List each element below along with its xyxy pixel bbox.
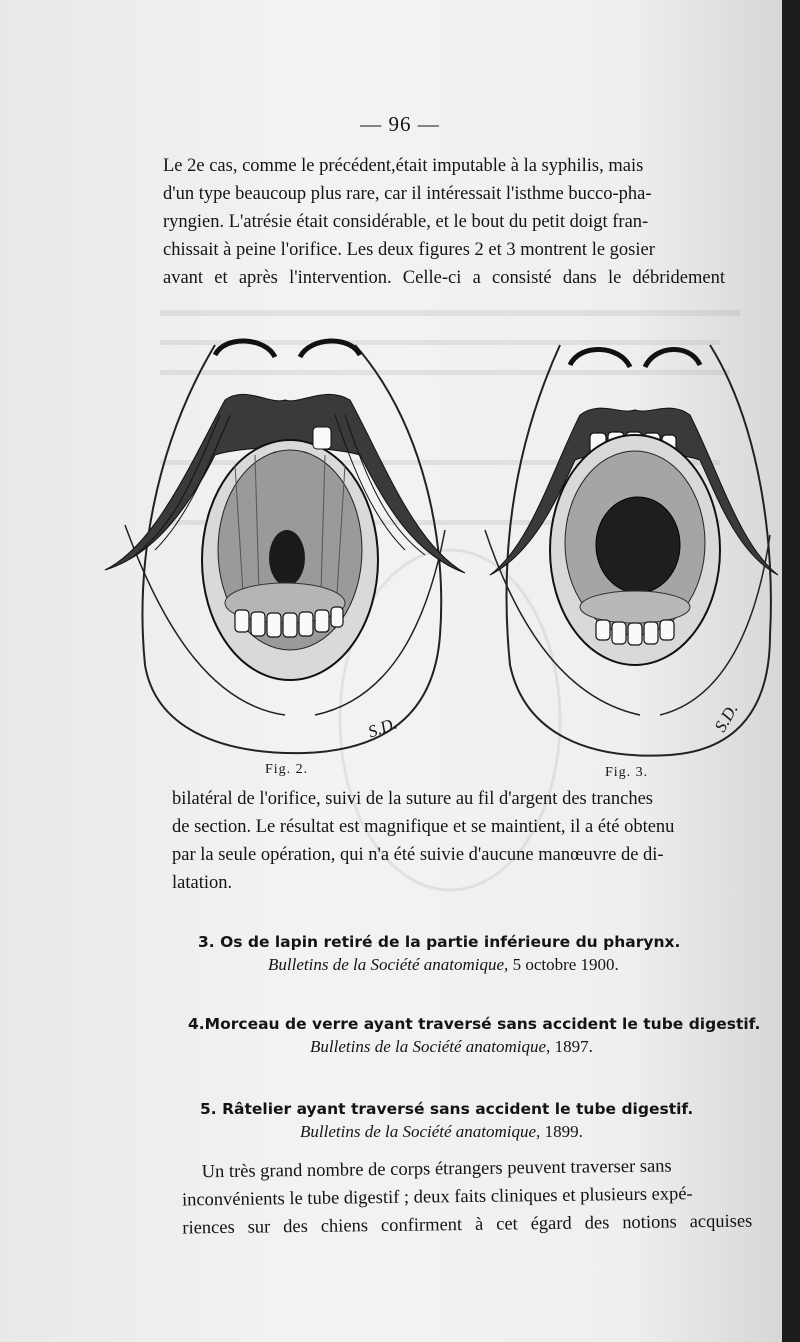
paragraph-intro — [163, 152, 725, 292]
text-line: avant et après l'intervention. Celle-ci a consisté dans le débridement — [163, 268, 725, 288]
scan-dark-edge — [782, 0, 800, 1342]
figure-2-throat-illustration — [95, 305, 465, 770]
text-line: chissait à peine l'orifice. Les deux figures 2 et 3 montrent le gosier — [163, 240, 655, 260]
reference-title: 5. Râtelier ayant traversé sans accident le tube digestif. — [200, 1100, 694, 1118]
text-line: latation. — [172, 873, 233, 893]
text-line: d'un type beaucoup plus rare, car il intéressait l'isthme bucco-pha- — [163, 184, 652, 204]
reference-3 — [198, 933, 800, 975]
page-number: — 96 — — [360, 112, 440, 136]
figure-2-caption: Fig. 2. — [265, 762, 309, 777]
illustrator-signature: S.D. — [365, 713, 400, 742]
text-line: ryngien. L'atrésie était considérable, et le bout du petit doigt fran- — [163, 212, 649, 232]
text-line: bilatéral de l'orifice, suivi de la suture au fil d'argent des tranches — [172, 789, 653, 809]
text-line: par la seule opération, qui n'a été suivie d'aucune manœuvre de di- — [172, 845, 664, 865]
reference-source: Bulletins de la Société anatomique, 1899. — [300, 1122, 583, 1141]
paragraph-result — [172, 785, 734, 897]
reference-5 — [200, 1100, 800, 1142]
figure-3-caption: Fig. 3. — [605, 765, 649, 780]
reference-title: 3. Os de lapin retiré de la partie inférieure du pharynx. — [198, 933, 681, 951]
text-line: Un très grand nombre de corps étrangers peuvent traverser sans — [201, 1156, 672, 1183]
illustrator-signature: S.D. — [710, 700, 742, 736]
reference-4 — [188, 1015, 800, 1057]
text-line: Le 2e cas, comme le précédent,était imputable à la syphilis, mais — [163, 156, 644, 176]
text-line: riences sur des chiens confirment à cet égard des notions acquises — [182, 1211, 753, 1239]
text-line: inconvénients le tube digestif ; deux faits cliniques et plusieurs expé- — [181, 1184, 693, 1211]
reference-source: Bulletins de la Société anatomique, 5 octobre 1900. — [268, 955, 619, 974]
paragraph-foreign-bodies — [182, 1152, 753, 1243]
text-line: de section. Le résultat est magnifique et se maintient, il a été obtenu — [172, 817, 675, 837]
reference-title: 4.Morceau de verre ayant traversé sans accident le tube digestif. — [188, 1015, 761, 1033]
reference-source: Bulletins de la Société anatomique, 1897. — [310, 1037, 593, 1056]
figure-3-throat-illustration — [470, 305, 780, 770]
